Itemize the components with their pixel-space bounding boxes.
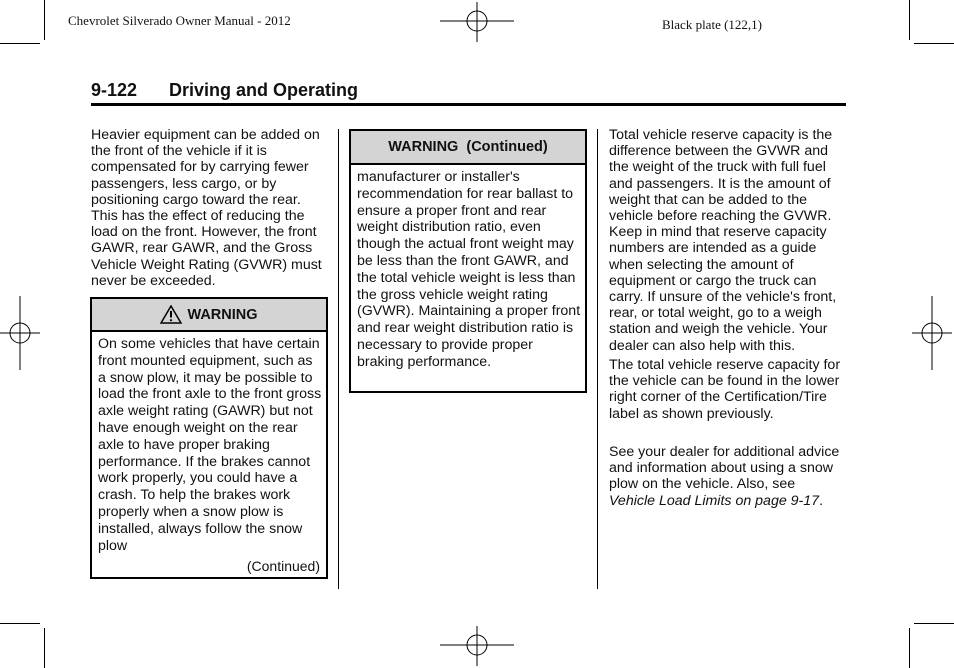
column-divider [597, 129, 598, 589]
registration-mark-right [912, 296, 952, 370]
crop-mark [914, 623, 954, 624]
continued-label: (Continued) [246, 558, 320, 574]
crop-mark [909, 0, 910, 40]
section-heading [91, 80, 846, 106]
dealer-text: See your dealer for additional advice and information about using a snow plow on the vehicle. Also, see [609, 444, 840, 493]
warning-triangle-icon [160, 305, 182, 324]
page-number: 9-122 [91, 80, 138, 100]
registration-mark-top [440, 2, 514, 42]
reserve-location-paragraph: The total vehicle reserve capacity for the vehicle can be found in the lower right corner of the Certification/Tire label as shown previously. [609, 357, 841, 422]
crop-mark [44, 628, 45, 668]
crop-mark [44, 0, 45, 40]
crop-mark [914, 43, 954, 44]
warning-title: WARNING [187, 306, 258, 323]
warning-continued-box [349, 129, 587, 393]
dealer-paragraph [609, 444, 841, 509]
manual-title: Chevrolet Silverado Owner Manual - 2012 [68, 13, 291, 28]
crop-mark [0, 623, 40, 624]
crop-mark [909, 628, 910, 668]
registration-mark-bottom [440, 626, 514, 666]
reserve-capacity-paragraph: Total vehicle reserve capacity is the difference between the GVWR and the weight of the truck with full fuel and passengers. It is the amount of weight that can be added to the vehicle before reaching the GVWR. Keep in mind that reserve capacity numbers are intended as a guide when selecting the amount of equipment or cargo the truck can carry. If unsure of the vehicle's front, rear, or total weight, go to a weigh station and weigh the vehicle. Your dealer can also help with this. [609, 127, 837, 354]
registration-mark-left [0, 296, 40, 370]
warning-header [92, 299, 326, 332]
warning-text: On some vehicles that have certain front mounted equipment, such as a snow plow, it may be possible to load the front axle to the front gross axle weight rating (GAWR) but not have enough weight on the rear axle to have proper braking performance. If the brakes cannot work properly, you could have a crash. To help the brakes work properly when a snow plow is installed, always follow the snow plow [98, 336, 322, 554]
intro-paragraph: Heavier equipment can be added on the front of the vehicle if it is compensated for by carrying fewer passengers, less cargo, or by positioning cargo toward the rear. This has the effect of reducing the load on the front. However, the front GAWR, rear GAWR, and the Gross Vehicle Weight Rating (GVWR) must never be exceeded. [91, 127, 322, 289]
column-divider [338, 129, 339, 589]
crop-mark [0, 43, 40, 44]
load-limits-link[interactable]: Vehicle Load Limits on page 9-17 [609, 492, 820, 509]
warning-box [90, 297, 328, 579]
warning-continued-title: WARNING (Continued) [388, 139, 548, 155]
section-title: Driving and Operating [169, 80, 359, 100]
plate-label: Black plate (122,1) [662, 17, 762, 32]
warning-continued-header [351, 131, 585, 165]
dealer-period: . [819, 492, 824, 509]
warning-continued-text: manufacturer or installer's recommendation for rear ballast to ensure a proper front and rear weight distribution ratio, even though the actual front weight may be less than the front GAWR, and the total vehicle weight is less than the gross vehicle weight rating (GVWR). Maintaining a proper front and rear weight distribution ratio is necessary to provide proper braking performance. [357, 169, 581, 370]
